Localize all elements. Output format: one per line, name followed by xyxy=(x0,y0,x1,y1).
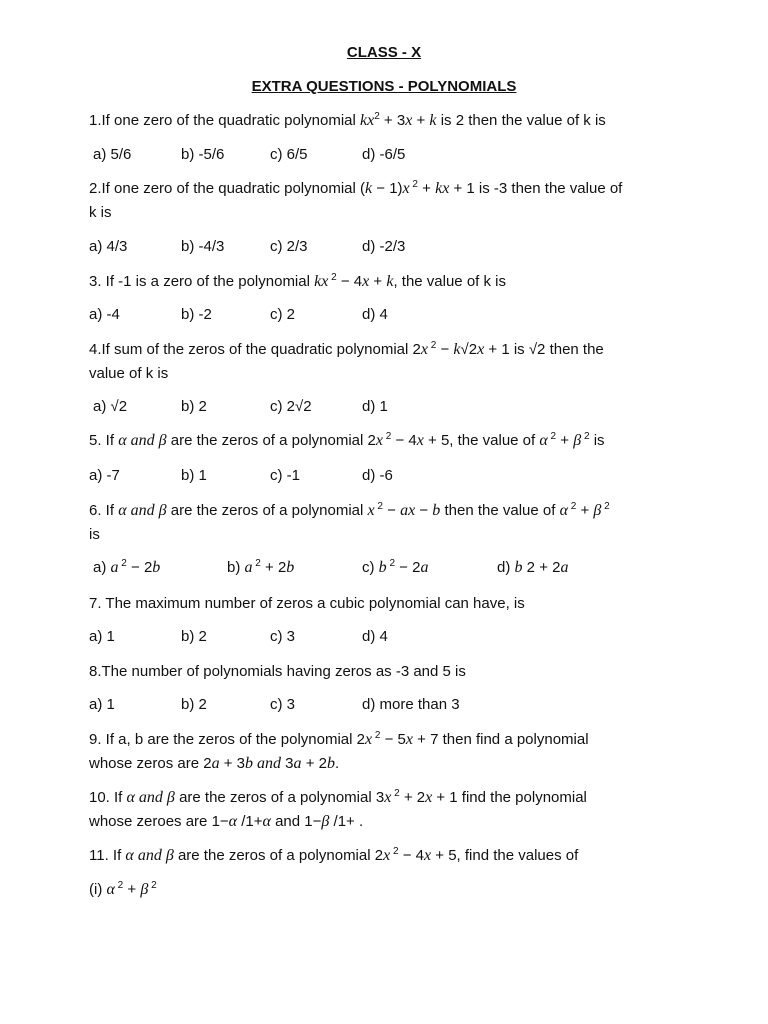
q9-exp: 2 xyxy=(372,730,381,741)
q6d-math-b: b xyxy=(514,559,523,576)
q7-option-b: b) 2 xyxy=(181,628,207,645)
q1-math-kx: kx xyxy=(360,112,375,129)
q10-text-e: whose zeroes are 1− xyxy=(89,813,229,830)
q8-option-d: d) more than 3 xyxy=(362,696,460,713)
q5-text-f: is xyxy=(589,432,605,449)
q10-text-f: /1+ xyxy=(237,813,263,830)
question-1 xyxy=(89,109,689,133)
question-5 xyxy=(89,429,709,453)
q1-option-c: c) 6/5 xyxy=(270,146,308,163)
q5-option-d: d) -6 xyxy=(362,467,393,484)
q10-math-ab: α and β xyxy=(126,789,175,806)
q6c-label: c) xyxy=(362,559,379,576)
q3-exp: 2 xyxy=(328,272,337,283)
q2-option-b: b) -4/3 xyxy=(181,238,225,255)
q2-math-x: x xyxy=(402,180,410,197)
q5-math-beta: β xyxy=(573,432,582,449)
q6b-text: + 2 xyxy=(260,559,287,576)
q9-text-b: − 5 xyxy=(380,731,406,748)
q1-text-b: + 3 xyxy=(379,112,406,129)
q5-math-ab: α and β xyxy=(118,432,167,449)
q4-math-x: x xyxy=(420,341,428,358)
q1-math-k: k xyxy=(429,112,437,129)
q6-math-beta: β xyxy=(593,502,602,519)
question-2 xyxy=(89,177,679,225)
q2-math-k: k xyxy=(365,180,373,197)
q9-text-g: + 2 xyxy=(301,755,327,772)
q5-option-a: a) -7 xyxy=(89,467,120,484)
q2-math-kx: kx xyxy=(435,180,450,197)
q6-math-alpha: α xyxy=(559,502,568,519)
q11-math-x2: x xyxy=(423,847,432,864)
q6-exp3: 2 xyxy=(601,501,610,512)
q9-math-band: b and xyxy=(245,755,282,772)
q2-option-c: c) 2/3 xyxy=(270,238,308,255)
q2-text-d: + 1 is -3 then the value of xyxy=(449,180,623,197)
q6-option-b xyxy=(227,558,294,578)
q10-exp: 2 xyxy=(391,788,400,799)
question-10 xyxy=(89,786,649,834)
q3-math-k: k xyxy=(386,273,394,290)
q6-math-x: x xyxy=(367,502,375,519)
q3-text-b: − 4 xyxy=(336,273,363,290)
q6-text-c: − xyxy=(382,502,401,519)
q9-math-b2: b xyxy=(326,755,335,772)
q6a-math-b: b xyxy=(152,559,161,576)
q5-math-x2: x xyxy=(416,432,424,449)
q9-text: 9. If a, b are the zeros of the polynomial 2 xyxy=(89,731,365,748)
q11-text-b: are the zeros of a polynomial 2 xyxy=(173,847,384,864)
q11i-exp2: 2 xyxy=(148,880,157,891)
q5-option-b: b) 1 xyxy=(181,467,207,484)
question-3 xyxy=(89,270,689,294)
class-title: CLASS - X xyxy=(346,44,422,61)
q6d-math-a: a xyxy=(560,559,569,576)
q2-option-a: a) 4/3 xyxy=(89,238,128,255)
q6-text-f: + xyxy=(576,502,594,519)
q11-math-x: x xyxy=(383,847,391,864)
q6a-math-a: a xyxy=(110,559,119,576)
q3-math-x: x xyxy=(362,273,370,290)
question-9 xyxy=(89,728,649,776)
q3-option-d: d) 4 xyxy=(362,306,388,323)
q5-text-c: − 4 xyxy=(391,432,417,449)
q2-text-c: + xyxy=(418,180,436,197)
q1-option-a: a) 5/6 xyxy=(93,146,132,163)
question-6 xyxy=(89,499,679,547)
q10-math-alpha: α xyxy=(228,813,238,830)
q6-text-e: then the value of xyxy=(440,502,560,519)
q2-text: 2.If one zero of the quadratic polynomial ( xyxy=(89,180,365,197)
q1-option-d: d) -6/5 xyxy=(362,146,406,163)
q4-text: 4.If sum of the zeros of the quadratic polynomial 2 xyxy=(89,341,421,358)
q11i-math-beta: β xyxy=(140,881,149,898)
q6d-text: 2 + 2 xyxy=(522,559,561,576)
q6-math-b: b xyxy=(432,502,441,519)
q6b-label: b) xyxy=(227,559,245,576)
q6-option-a xyxy=(93,558,160,578)
question-8: 8.The number of polynomials having zeros as -3 and 5 is xyxy=(89,663,466,680)
q10-math-x: x xyxy=(384,789,392,806)
q8-option-c: c) 3 xyxy=(270,696,296,713)
q2-text-b: − 1) xyxy=(372,180,403,197)
q6-option-d xyxy=(497,558,568,578)
q5-exp: 2 xyxy=(382,431,392,442)
q5-text-d: + 5, the value of xyxy=(423,432,540,449)
q4-exp: 2 xyxy=(427,340,437,351)
q2-option-d: d) -2/3 xyxy=(362,238,406,255)
q6c-exp: 2 xyxy=(386,558,396,569)
q5-math-x: x xyxy=(375,432,383,449)
q7-option-d: d) 4 xyxy=(362,628,388,645)
q6b-math-a: a xyxy=(244,559,253,576)
q3-option-a: a) -4 xyxy=(89,306,120,323)
q5-math-alpha: α xyxy=(539,432,548,449)
q5-exp3: 2 xyxy=(581,431,590,442)
q10-text-b: are the zeros of a polynomial 3 xyxy=(174,789,385,806)
worksheet-title: EXTRA QUESTIONS - POLYNOMIALS xyxy=(251,78,517,95)
q7-option-c: c) 3 xyxy=(270,628,296,645)
q11i-label: (i) xyxy=(89,881,107,898)
q2-text-e: k is xyxy=(89,204,112,221)
q10-math-beta: β xyxy=(321,813,330,830)
q10-math-x2: x xyxy=(425,789,433,806)
q11-math-ab: α and β xyxy=(125,847,174,864)
q9-text-c: + 7 then find a polynomial xyxy=(413,731,589,748)
q3-option-b: b) -2 xyxy=(181,306,212,323)
q10-text-c: + 2 xyxy=(399,789,426,806)
q6-math-ab: α and β xyxy=(118,502,167,519)
q4-math-x2: x xyxy=(477,341,485,358)
question-7: 7. The maximum number of zeros a cubic polynomial can have, is xyxy=(89,595,525,612)
q3-text: 3. If -1 is a zero of the polynomial xyxy=(89,273,315,290)
question-11-part-i xyxy=(89,878,689,902)
q8-option-b: b) 2 xyxy=(181,696,207,713)
q6c-math-a: a xyxy=(420,559,429,576)
q6-math-ax: ax xyxy=(400,502,416,519)
q10-text-d: + 1 find the polynomial xyxy=(432,789,587,806)
q6a-label: a) xyxy=(93,559,111,576)
question-11 xyxy=(89,844,689,868)
q7-option-a: a) 1 xyxy=(89,628,115,645)
q5-exp2: 2 xyxy=(547,431,557,442)
q4-option-c: c) 2√2 xyxy=(270,398,312,415)
q9-text-d: whose zeros are 2 xyxy=(89,755,212,772)
q5-text-b: are the zeros of a polynomial 2 xyxy=(166,432,376,449)
q4-option-a: a) √2 xyxy=(93,398,128,415)
q6-exp2: 2 xyxy=(567,501,577,512)
q10-text-h: /1+ . xyxy=(329,813,364,830)
q10-math-alpha2: α xyxy=(262,813,271,830)
q1-text-c: + xyxy=(412,112,430,129)
q4-option-d: d) 1 xyxy=(362,398,388,415)
q9-math-a: a xyxy=(211,755,220,772)
q11i-text: + xyxy=(123,881,141,898)
q6-text-g: is xyxy=(89,526,100,543)
q6c-math-b: b xyxy=(378,559,387,576)
q6-exp: 2 xyxy=(374,501,383,512)
q6-text-b: are the zeros of a polynomial xyxy=(166,502,368,519)
q6-text-d: − xyxy=(415,502,433,519)
q9-math-a2: a xyxy=(293,755,302,772)
q9-math-x2: x xyxy=(405,731,413,748)
q11-text-c: − 4 xyxy=(398,847,424,864)
q9-text-f: 3 xyxy=(281,755,294,772)
q6a-exp: 2 xyxy=(118,558,127,569)
q6b-math-b: b xyxy=(286,559,295,576)
q1-text-d: is 2 then the value of k is xyxy=(436,112,606,129)
q2-exp: 2 xyxy=(409,179,418,190)
q1-text: 1.If one zero of the quadratic polynomial xyxy=(89,112,360,129)
q9-text-h: . xyxy=(334,755,340,772)
q6-text: 6. If xyxy=(89,502,119,519)
q9-text-e: + 3 xyxy=(219,755,246,772)
q11i-exp: 2 xyxy=(114,880,124,891)
q10-text: 10. If xyxy=(89,789,127,806)
q1-option-b: b) -5/6 xyxy=(181,146,225,163)
q3-text-c: + xyxy=(369,273,387,290)
q11i-math-alpha: α xyxy=(106,881,115,898)
q3-text-d: , the value of k is xyxy=(393,273,506,290)
q6b-exp: 2 xyxy=(252,558,261,569)
q4-text-b: − xyxy=(436,341,454,358)
q4-math-k: k xyxy=(453,341,461,358)
q5-option-c: c) -1 xyxy=(270,467,300,484)
q4-text-root: √2 xyxy=(460,341,478,358)
q6c-text: − 2 xyxy=(395,559,421,576)
q11-exp: 2 xyxy=(390,846,399,857)
q4-option-b: b) 2 xyxy=(181,398,207,415)
q4-text-d: value of k is xyxy=(89,365,169,382)
q11-text-d: + 5, find the values of xyxy=(431,847,579,864)
q6-option-c xyxy=(362,558,428,578)
q5-text: 5. If xyxy=(89,432,119,449)
q11-text: 11. If xyxy=(89,847,126,864)
q3-math-kx: kx xyxy=(314,273,329,290)
question-4 xyxy=(89,338,669,386)
q9-math-x: x xyxy=(365,731,373,748)
q1-exp: 2 xyxy=(374,111,380,122)
q1-math-x: x xyxy=(405,112,413,129)
q5-text-e: + xyxy=(556,432,574,449)
q8-option-a: a) 1 xyxy=(89,696,115,713)
q3-option-c: c) 2 xyxy=(270,306,296,323)
q10-text-g: and 1− xyxy=(270,813,322,830)
q6a-text: − 2 xyxy=(126,559,153,576)
q4-text-c: + 1 is √2 then the xyxy=(484,341,604,358)
q6d-label: d) xyxy=(497,559,515,576)
